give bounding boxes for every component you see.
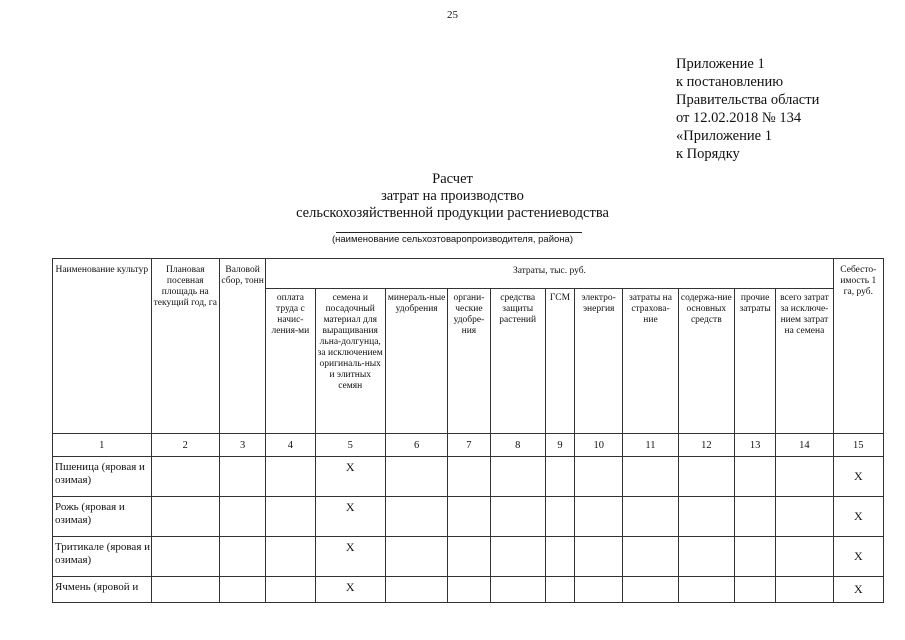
seed-mark: X [315,577,385,603]
header-total: всего затрат за исключе-нием затрат на семена [776,289,833,434]
crop-name: Ячмень (яровой и [53,577,152,603]
column-number: 3 [219,434,265,457]
table-cell [678,497,734,537]
table-row [53,497,884,537]
table-cell [490,537,545,577]
column-number: 15 [833,434,883,457]
table-cell [678,577,734,603]
table-cell [545,577,574,603]
header-fuel: ГСМ [545,289,574,434]
table-cell [545,497,574,537]
title-line-3: сельскохозяйственной продукции растениеводства [296,205,609,221]
table-cell [266,497,315,537]
column-number: 9 [545,434,574,457]
table-cell [385,577,447,603]
seed-mark: X [315,497,385,537]
header-crop: Наименование культур [53,259,152,434]
table-cell [776,497,833,537]
table-cell [385,497,447,537]
appendix-line: к Порядку [676,146,740,162]
table-cell [448,497,490,537]
title-line-2: затрат на производство [381,188,524,204]
header-electricity: электро-энергия [575,289,623,434]
table-cell [490,577,545,603]
table-cell [219,457,265,497]
table-cell [545,457,574,497]
table-cell [623,497,678,537]
appendix-line: «Приложение 1 [676,128,772,144]
table-cell [734,537,775,577]
appendix-line: Приложение 1 [676,56,765,72]
table-cell [266,457,315,497]
table-row [53,537,884,577]
table-cell [776,577,833,603]
column-number: 12 [678,434,734,457]
appendix-block [676,55,819,163]
seed-mark: X [315,537,385,577]
table-cell [678,537,734,577]
table-cell [219,497,265,537]
cost-mark: X [833,497,883,537]
table-cell [266,577,315,603]
column-number: 7 [448,434,490,457]
name-fill-line [336,232,582,233]
crop-name: Тритикале (яровая и озимая) [53,537,152,577]
header-insurance: затраты на страхова-ние [623,289,678,434]
column-number: 6 [385,434,447,457]
cost-mark: X [833,577,883,603]
header-other: прочие затраты [734,289,775,434]
title-line-1: Расчет [432,171,473,187]
table-cell [776,457,833,497]
header-organic-fertilizers: органи-ческие удобре-ния [448,289,490,434]
header-area: Плановая посевная площадь на текущий год, га [151,259,219,434]
column-number: 5 [315,434,385,457]
table-row [53,577,884,603]
appendix-line: от 12.02.2018 № 134 [676,110,802,126]
column-number: 4 [266,434,315,457]
costs-table [52,258,884,603]
header-labor: оплата труда с начис-ления-ми [266,289,315,434]
cost-mark: X [833,457,883,497]
appendix-line: Правительства области [676,92,820,108]
table-cell [490,497,545,537]
table-cell [448,537,490,577]
header-mineral-fertilizers: минераль-ные удобрения [385,289,447,434]
table-cell [151,497,219,537]
header-gross-yield: Валовой сбор, тонн [219,259,265,434]
table-cell [734,457,775,497]
table-cell [678,457,734,497]
column-number: 10 [575,434,623,457]
column-number: 2 [151,434,219,457]
table-cell [623,537,678,577]
table-cell [448,457,490,497]
page-number: 25 [447,9,458,21]
table-cell [776,537,833,577]
table-cell [448,577,490,603]
table-cell [490,457,545,497]
header-seeds: семена и посадочный материал для выращивания льна-долгунца, за исключением оригиналь-ных и элитных семян [315,289,385,434]
column-number: 1 [53,434,152,457]
cost-mark: X [833,537,883,577]
column-numbers-row [53,434,884,457]
column-number: 14 [776,434,833,457]
table-cell [623,577,678,603]
table-cell [219,577,265,603]
appendix-line: к постановлению [676,74,784,90]
column-number: 8 [490,434,545,457]
seed-mark: X [315,457,385,497]
header-costs-group: Затраты, тыс. руб. [266,259,833,289]
table-cell [623,457,678,497]
document-title [0,171,905,222]
table-cell [151,457,219,497]
name-caption: (наименование сельхозтоваропроизводителя, района) [331,234,574,245]
crop-name: Пшеница (яровая и озимая) [53,457,152,497]
table-cell [575,457,623,497]
table-cell [219,537,265,577]
header-fixed-assets: содержа-ние основных средств [678,289,734,434]
column-number: 13 [734,434,775,457]
table-row [53,457,884,497]
table-cell [734,577,775,603]
table-cell [734,497,775,537]
table-cell [575,577,623,603]
table-cell [545,537,574,577]
table-cell [575,537,623,577]
table-cell [385,457,447,497]
table-cell [266,537,315,577]
crop-name: Рожь (яровая и озимая) [53,497,152,537]
table-cell [385,537,447,577]
table-cell [575,497,623,537]
table-cell [151,577,219,603]
header-cost-per-ha: Себесто-имость 1 га, руб. [833,259,883,434]
table-cell [151,537,219,577]
header-plant-protection: средства защиты растений [490,289,545,434]
column-number: 11 [623,434,678,457]
